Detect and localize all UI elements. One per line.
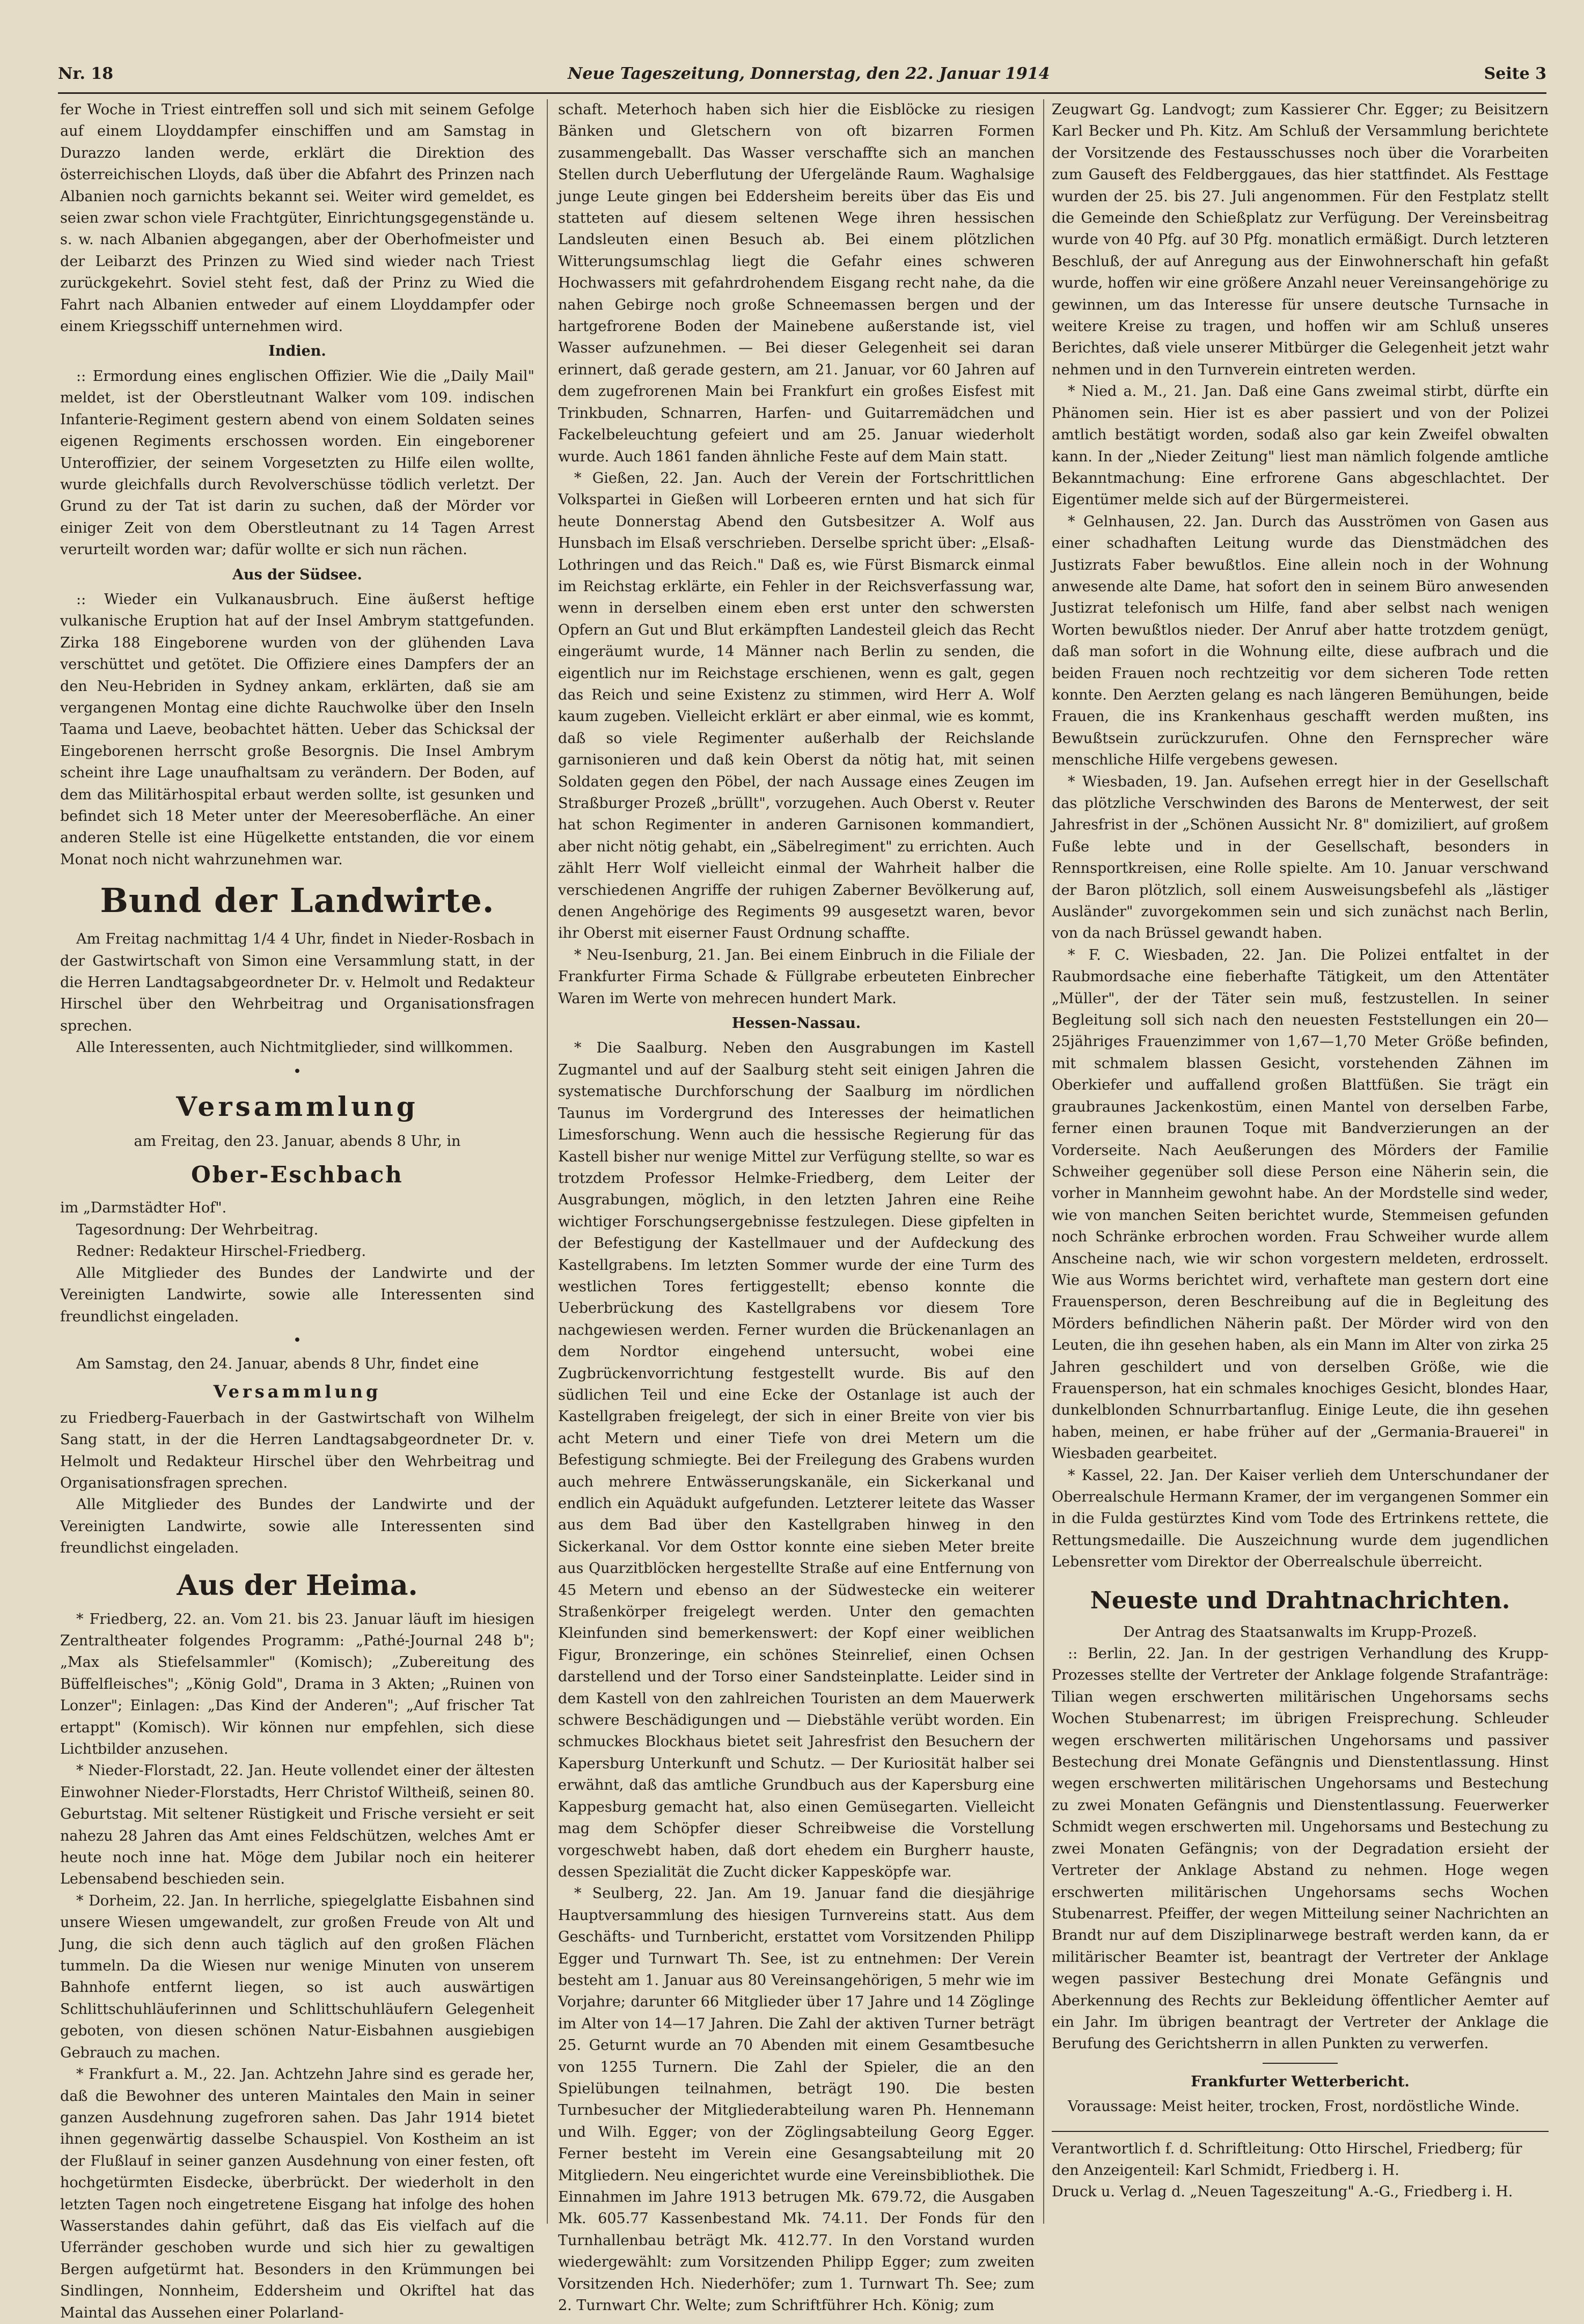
separator-dot: • (293, 1063, 302, 1080)
meeting-date: am Freitag, den 23. Januar, abends 8 Uhr, in (134, 1133, 461, 1150)
article-albanien-cont: fer Woche in Triest eintreffen soll und sich mit seinem Gefolge auf einem Lloyddampfer einschiffen und am Samstag in Durazzo landen werde, erklärt die Direktion des österreichischen Lloyds, daß über die Abfahrt des Prinzen nach Albanien noch garnichts bekannt sei. Weiter wird gemeldet, es seien zwar schon viele Frachtgüter, Einrichtungsgegenstände u. s. w. nach Albanien abgegangen, aber der Oberhofmeister und der Leibarzt des Prinzen zu Wied sind wieder nach Triest zurückgekehrt. Soviel steht fest, daß der Prinz zu Wied die Fahrt nach Albanien entweder auf einem Lloyddampfer oder einem Kriegsschiff unternehmen wird. (60, 101, 534, 335)
imprint-printer: Druck u. Verlag d. „Neuen Tageszeitung" A.-G., Friedberg i. H. (1052, 2183, 1513, 2201)
article-friedberg: * Friedberg, 22. an. Vom 21. bis 23. Januar läuft im hiesigen Zentraltheater folgendes Programm: „Pathé-Journal 248 b"; „Max als Stiefelsammler" (Komisch); „Zubereitung des Büffelfleisches"; „König Gold", Drama in 3 Akten; „Ruinen von Lonzer"; Einlagen: „Das Kind der Anderen"; „Auf frischer Tat ertappt" (Komisch). Wir können nur empfehlen, sich diese Lichtbilder anzusehen. (60, 1610, 534, 1757)
article-neu-isenburg: * Neu-Isenburg, 21. Jan. Bei einem Einbruch in die Filiale der Frankfurter Firma Schade & Füllgrabe erbeuteten Einbrecher Waren im Werte von mehrecen hundert Mark. (558, 946, 1035, 1007)
header-rule (58, 92, 1546, 94)
page-number: Seite 3 (1484, 64, 1546, 83)
section-heading-hessen-nassau: Hessen-Nassau. (731, 1015, 861, 1032)
heading-wetterbericht: Frankfurter Wetterbericht. (1191, 2073, 1410, 2090)
weather-forecast: Voraussage: Meist heiter, trocken, Frost, nordöstliche Winde. (1068, 2098, 1520, 2115)
notice-nieder-rosbach: Am Freitag nachmittag 1/4 4 Uhr, findet in Nieder-Rosbach in der Gastwirtschaft von Simon eine Versammlung statt, in der die Herren Landtagsabgeordneter Dr. v. Helmolt und Redakteur Hirschel über den Wehrbeitrag und Organisationsfragen sprechen. (60, 931, 534, 1034)
article-seulberg-cont: Zeugwart Gg. Landvogt; zum Kassierer Chr. Egger; zu Beisitzern Karl Becker und Ph. Kitz. Am Schluß der Versammlung berichtete der Vorsitzende des Festausschusses noch über die Vorarbeiten zum Gauseft des Feldberggaues, das hier stattfindet. Als Festtage wurden der 25. bis 27. Juli angenommen. Für den Festplatz stellt die Gemeinde den Schießplatz zur Verfügung. Der Vereinsbeitrag wurde von 40 Pfg. auf 30 Pfg. monatlich ermäßigt. Durch letzteren Beschluß, der auf Anregung aus der Einwohnerschaft hin gefaßt wurde, hoffen wir eine größere Anzahl neuer Vereinsangehörige zu gewinnen, um das Interesse für unsere deutsche Turnsache in weitere Kreise zu tragen, und hoffen wir am Schluß unseres Berichtes, daß viele unserer Mitbürger die Gelegenheit jetzt wahr nehmen und in den Turnverein eintreten werden. (1052, 101, 1549, 378)
article-frankfurt: * Frankfurt a. M., 22. Jan. Achtzehn Jahre sind es gerade her, daß die Bewohner des unteren Maintales den Main in seiner ganzen Ausdehnung zugefroren sahen. Das Jahr 1914 bietet ihnen gegenwärtig dasselbe Schauspiel. Von Kostheim an ist der Flußlauf in seiner ganzen Ausdehnung von einer festen, oft hochgetürmten Eisdecke, überbrückt. Der wiederholt in den letzten Tagen noch eingetretene Eisgang hat infolge des hohen Wasserstandes dahin geführt, daß das Eis vielfach auf die Uferränder geschoben wurde und sich hier zu gewaltigen Bergen aufgetürmt hat. Besonders in den Krümmungen bei Sindlingen, Nonnheim, Eddersheim und Okriftel hat das Maintal das Aussehen einer Polarland- (60, 2066, 534, 2321)
meeting-place: Ober-Eschbach (191, 1161, 404, 1188)
imprint-responsible: Verantwortlich f. d. Schriftleitung: Otto Hirschel, Friedberg; für den Anzeigenteil: Karl Schmidt, Friedberg i. H. (1052, 2140, 1522, 2179)
notice-invitation: Alle Interessenten, auch Nichtmitglieder, sind willkommen. (76, 1039, 514, 1056)
column-divider (1043, 99, 1044, 2224)
imprint (1052, 2131, 1549, 2203)
article-nied: * Nied a. M., 21. Jan. Daß eine Gans zweimal stirbt, dürfte ein Phänomen sein. Hier ist es aber passiert und von der Polizei amtlich bestätigt worden, sodaß also gar kein Zweifel obwalten kann. In der „Nieder Zeitung" liest man nämlich folgende amtliche Bekanntmachung: Eine erfrorene Gans abgeschlachtet. Der Eigentümer melde sich auf der Bürgermeisterei. (1052, 383, 1549, 509)
column-divider (547, 99, 548, 2224)
issue-number: Nr. 18 (58, 64, 114, 83)
article-gelnhausen: * Gelnhausen, 22. Jan. Durch das Ausströmen von Gasen aus einer schadhaften Leitung wurde das Dienstmädchen des Justizrats Faber bewußtlos. Eine allein noch in der Wohnung anwesende alte Dame, hat sofort den in seinem Büro anwesenden Justizrat telefonisch um Hilfe, fand aber selbst nach wenigen Worten bewußtlos nieder. Der Anruf aber hatte trotzdem genügt, daß man sofort in die Wohnung eilte, diese aufbrach und die beiden Frauen noch rechtzeitig vor dem sicheren Tode retten konnte. Den Aerzten gelang es nach längeren Bemühungen, beide Frauen, die ins Krankenhaus geschafft werden mußten, ins Bewußtsein zurückzurufen. Ohne den Fernsprecher wäre menschliche Hilfe vergebens gewesen. (1052, 513, 1549, 769)
article-krupp-prozess: :: Berlin, 22. Jan. In der gestrigen Verhandlung des Krupp-Prozesses stellte der Vertreter der Anklage folgende Strafanträge: Tilian wegen erschwerten militärischen Ungehorsams sechs Wochen Stubenarrest; im übrigen Freisprechung. Schleuder wegen erschwerten militärischen Ungehorsams und passiver Bestechung drei Monate Gefängnis und Dienstentlassung. Hinst wegen erschwerten militärischen Ungehorsams und Bestechung zu zwei Monaten Gefängnis und Dienstentlassung. Feuerwerker Schmidt wegen erschwerten mil. Ungehorsams und Bestechung zu zwei Monaten Gefängnis; von der Degradation ersieht der Vertreter der Anklage Abstand zu nehmen. Hoge wegen erschwerten militärischen Ungehorsams sechs Wochen Stubenarrest. Pfeiffer, der wegen Mitteilung seiner Nachrichten an Brandt nur auf dem Disziplinarwege bestraft werden kann, da er militärischer Beamter ist, beantragt der Vertreter der Anklage wegen passiver Bestechung drei Monate Gefängnis und Aberkennung des Rechts zur Bekleidung öffentlicher Aemter auf ein Jahr. Im übrigen beantragt der Vertreter der Anklage die Berufung des Gerichtsherrn in allen Punkten zu verwerfen. (1052, 1645, 1549, 2053)
section-heading-suedsee: Aus der Südsee. (232, 566, 362, 583)
column-3 (1052, 99, 1549, 2224)
meeting2-intro: Am Samstag, den 24. Januar, abends 8 Uhr, findet eine (76, 1356, 479, 1373)
article-seulberg: * Seulberg, 22. Jan. Am 19. Januar fand die diesjährige Hauptversammlung des hiesigen Turnvereins statt. Aus dem Geschäfts- und Turnbericht, erstattet vom Vorsitzenden Philipp Egger und Turnwart Th. See, ist zu entnehmen: Der Verein besteht am 1. Januar aus 80 Vereinsangehörigen, 5 mehr wie im Vorjahre; darunter 66 Mitglieder über 17 Jahre und 14 Zöglinge im Alter von 14—17 Jahren. Die Zahl der aktiven Turner beträgt 25. Geturnt wurde an 70 Abenden mit einem Gesamtbesuche von 1255 Turnern. Die Zahl der Spieler, die an den Spielübungen teilnahmen, beträgt 190. Die besten Turnbesucher der Mitgliederabteilung waren Ph. Hennemann und Wilh. Egger; von der Zöglingsabteilung Georg Egger. Ferner besteht im Verein eine Gesangsabteilung mit 20 Mitgliedern. Neu eingerichtet wurde eine Vereinsbibliothek. Die Einnahmen im Jahre 1913 betrugen Mk. 679.72, die Ausgaben Mk. 605.77 Kassenbestand Mk. 74.11. Der Fonds für den Turnhallenbau beträgt Mk. 412.77. In den Vorstand wurden wiedergewählt: zum Vorsitzenden Philipp Egger; zum zweiten Vorsitzenden Hch. Niederhöfer; zum 1. Turnwart Th. See; zum 2. Turnwart Chr. Welte; zum Schriftführer Hch. König; zum (558, 1885, 1035, 2314)
section-heading-indien: Indien. (268, 343, 326, 360)
heading-aus-der-heimat: Aus der Heima. (177, 1569, 418, 1602)
meeting-venue: im „Darmstädter Hof". (60, 1200, 227, 1217)
masthead-date: Neue Tageszeitung, Donnerstag, den 22. Januar 1914 (568, 64, 1050, 83)
short-rule (1263, 2063, 1338, 2064)
meeting-speaker: Redner: Redakteur Hirschel-Friedberg. (76, 1243, 366, 1260)
heading-versammlung-2: Versammlung (213, 1381, 382, 1402)
article-vulkan: :: Wieder ein Vulkanausbruch. Eine äußerst heftige vulkanische Eruption hat auf der Insel Ambrym stattgefunden. Zirka 188 Eingeborene wurden von der glühenden Lava verschüttet und getötet. Die Offiziere eines Dampfers der an den Neu-Hebriden in Sydney ankam, erklärten, daß sie am vergangenen Montag eine dichte Rauchwolke über den Inseln Taama und Laeve, beobachtet hätten. Ueber das Schicksal der Eingeborenen herrscht große Besorgnis. Die Insel Ambrym scheint ihre Lage unaufhaltsam zu verändern. Der Boden, auf dem das Militärhospital erbaut werden sollte, ist gesunken und befindet sich 18 Meter unter der Meeresoberfläche. An einer anderen Stelle ist eine Hügelkette entstanden, die vor einem Monat noch nicht wahrzunehmen war. (60, 591, 534, 868)
subheading-krupp-prozess: Der Antrag des Staatsanwalts im Krupp-Prozeß. (1123, 1623, 1477, 1641)
heading-bund-der-landwirte: Bund der Landwirte. (100, 881, 495, 921)
separator-dot: • (293, 1332, 302, 1349)
article-nieder-florstadt: * Nieder-Florstadt, 22. Jan. Heute vollendet einer der ältesten Einwohner Nieder-Florstadts, Herr Christof Wiltheiß, seinen 80. Geburtstag. Mit seltener Rüstigkeit und Frische versieht er seit nahezu 28 Jahren das Amt eines Feldschützen, welches Amt er heute noch inne hat. Möge dem Jubilar noch ein heiterer Lebensabend beschieden sein. (60, 1762, 534, 1888)
article-offizier: :: Ermordung eines englischen Offizier. Wie die „Daily Mail" meldet, ist der Oberstleutnant Walker vom 109. indischen Infanterie-Regiment gestern abend von einem Soldaten seines eigenen Regiments erschossen worden. Ein eingeborener Unteroffizier, der seinem Vorgesetzten zu Hilfe eilen wollte, wurde gleichfalls durch Revolverschüsse tödlich verletzt. Der Grund zu der Tat ist darin zu suchen, daß der Mörder vor einiger Zeit von dem Oberstleutnant zu 14 Tagen Arrest verurteilt worden war; dafür wollte er sich nun rächen. (60, 367, 534, 558)
column-2 (558, 99, 1035, 2314)
heading-versammlung: Versammlung (176, 1091, 419, 1123)
article-saalburg: * Die Saalburg. Neben den Ausgrabungen im Kastell Zugmantel und auf der Saalburg steht seit einigen Jahren die systematische Durchforschung der Saalburg im nördlichen Taunus im Vordergrund des Interesses der heimatlichen Limesforschung. Wenn auch die hessische Regierung für das Kastell bisher nur wenige Mittel zur Verfügung stellte, so war es trotzdem Professor Helmke-Friedberg, dem Leiter der Ausgrabungen, möglich, in den letzten Jahren eine Reihe wichtiger Forschungsergebnisse festzulegen. Diese gipfelten in der Befestigung der Kastellmauer und der Aufdeckung des Kastellgrabens. Im letzten Sommer wurde der eine Turm des westlichen Tores fertiggestellt; ebenso konnte die Ueberbrückung des Kastellgrabens vor diesem Tore nachgewiesen werden. Ferner wurden die Brückenanlagen an dem Nordtor eingehend untersucht, wobei eine Zugbrückenvorrichtung festgestellt wurde. Bis auf den südlichen Teil und eine Ecke der Ostanlage ist auch der Kastellgraben freigelegt, der sich in einer Breite von vier bis acht Metern und einer Tiefe von drei Metern um die Befestigung schmiegte. Bei der Freilegung des Grabens wurden auch mehrere Entwässerungskanäle, ein Sickerkanal und endlich ein Aquädukt aufgefunden. Letzterer leitete das Wasser aus dem Bad über den Kastellgraben hinweg in den Sickerkanal. Vor dem Osttor konnte eine sieben Meter breite aus Quarzitblöcken hergestellte Straße auf eine Entfernung von 45 Metern und ebenso an der Südwestecke ein weiterer Straßenkörper freigelegt werden. Unter den gemachten Kleinfunden sind bemerkenswert: der Kopf einer weiblichen Figur, Bronzeringe, ein schönes Steinrelief, einen Ochsen darstellend und der Torso einer Sandsteinplatte. Leider sind in dem Kastell von den zahlreichen Touristen an dem Mauerwerk schwere Beschädigungen und — Diebstähle verübt worden. Ein schmuckes Blockhaus bietet seit Jahresfrist den Besuchern der Kapersburg Unterkunft und Schutz. — Der Kuriosität halber sei erwähnt, daß das amtliche Grundbuch aus der Kapersburg eine Kappesburg gemacht hat, also einen Gemüsegarten. Vielleicht mag dem Schöpfer dieser Schreibweise die Vorstellung vorgeschwebt haben, daß dort ehedem ein Burgherr hauste, dessen Spezialität die Zucht dicker Kappesköpfe war. (558, 1040, 1035, 1880)
article-wiesbaden: * Wiesbaden, 19. Jan. Aufsehen erregt hier in der Gesellschaft das plötzliche Verschwinden des Barons de Menterwest, der seit Jahresfrist in der „Schönen Aussicht Nr. 8" domiziliert, auf großem Fuße lebte und in der Gesellschaft, besonders in Rennsportkreisen, eine Rolle spielte. Am 10. Januar verschwand der Baron plötzlich, soll einem Ausweisungsbefehl als „lästiger Ausländer" zuvorgekommen sein und sich zunächst nach Berlin, von da nach Brüssel gewandt haben. (1052, 773, 1549, 942)
page-header (58, 58, 1546, 89)
heading-neueste-nachrichten: Neueste und Drahtnachrichten. (1090, 1586, 1510, 1614)
article-kassel: * Kassel, 22. Jan. Der Kaiser verlieh dem Unterschundaner der Oberrealschule Hermann Kramer, der im vergangenen Sommer ein in die Fulda gestürztes Kind vom Tode des Ertrinkens rettete, die Rettungsmedaille. Die Auszeichnung wurde dem jugendlichen Lebensretter vom Direktor der Oberrealschule überreicht. (1052, 1467, 1549, 1571)
article-frankfurt-cont: schaft. Meterhoch haben sich hier die Eisblöcke zu riesigen Bänken und Gletschern von oft bizarren Formen zusammengeballt. Das Wasser verschaffte sich an manchen Stellen durch Ueberflutung der Ufergelände Raum. Waghalsige junge Leute gingen bei Eddersheim bereits über das Eis und statteten auf diesem seltenen Wege ihren hessischen Landsleuten einen Besuch ab. Bei einem plötzlichen Witterungsumschlag liegt die Gefahr eines schweren Hochwassers mit gefahrdrohendem Eisgang recht nahe, da die nahen Gebirge noch große Schneemassen bergen und der hartgefrorene Boden der Mainebene außerstande ist, viel Wasser aufzunehmen. — Bei dieser Gelegenheit sei daran erinnert, daß gerade gestern, am 21. Januar, vor 60 Jahren auf dem zugefrorenen Main bei Frankfurt ein großes Eisfest mit Trinkbuden, Schnarren, Harfen- und Guitarremädchen und Fackelbeleuchtung gefeiert und am 25. Januar wiederholt wurde. Auch 1861 fanden ähnliche Feste auf dem Main statt. (558, 101, 1035, 465)
article-dorheim: * Dorheim, 22. Jan. In herrliche, spiegelglatte Eisbahnen sind unsere Wiesen umgewandelt, zur großen Freude von Alt und Jung, die sich denn auch täglich auf den großen Flächen tummeln. Da die Wiesen nur wenige Minuten von unserem Bahnhofe entfernt liegen, so ist auch auswärtigen Schlittschuhläuferinnen und Schlittschuhläufern Gelegenheit geboten, von diesen schönen Natur-Eisbahnen ausgiebigen Gebrauch zu machen. (60, 1892, 534, 2061)
meeting-agenda: Tagesordnung: Der Wehrbeitrag. (76, 1221, 319, 1238)
article-giessen: * Gießen, 22. Jan. Auch der Verein der Fortschrittlichen Volkspartei in Gießen will Lorbeeren ernten und hat sich für heute Donnerstag Abend den Gutsbesitzer A. Wolf aus Hunsbach im Elsaß verschrieben. Derselbe spricht über: „Elsaß-Lothringen und das Reich." Daß es, wie Fürst Bismarck einmal im Reichstag erklärte, ein Fehler in der Reichsverfassung war, wenn in derselben einem eben erst unter den schwersten Opfern an Gut und Blut erkämpften Landesteil gleich das Recht eingeräumt wurde, 14 Männer nach Berlin zu senden, die eigentlich nur im Reichstage erschienen, wenn es galt, gegen das Reich und seine Existenz zu stimmen, wird Herr A. Wolf kaum zugeben. Vielleicht erklärt er aber einmal, wie es kommt, daß so viele Regimenter außerhalb der Reichslande garnisonieren und daß kein Oberst da nötig hat, mit seinen Soldaten gegen den Pöbel, der nach Aussage eines Zeugen im Straßburger Prozeß „brüllt", vorzugehen. Auch Oberst v. Reuter hat schon Regimenter in anderen Garnisonen kommandiert, aber nicht nötig gehabt, ein „Säbelregiment" zu errichten. Auch zählt Herr Wolf vielleicht einmal der Wahrheit halber die verschiedenen Angriffe der ruhigen Zaberner Bevölkerung auf, denen Angehörige des Regiments 99 ausgesetzt waren, bevor ihr Oberst mit eiserner Faust Ordnung schaffte. (558, 469, 1035, 942)
meeting-invitation: Alle Mitglieder des Bundes der Landwirte und der Vereinigten Landwirte, sowie alle Interessenten sind freundlichst eingeladen. (60, 1264, 534, 1325)
article-wiesbaden-raubmord: * F. C. Wiesbaden, 22. Jan. Die Polizei entfaltet in der Raubmordsache eine fieberhafte Tätigkeit, um den Attentäter „Müller", der der Täter sein muß, festzustellen. In seiner Begleitung soll sich nach den neuesten Feststellungen ein 20—25jähriges Frauenzimmer von 1,67—1,70 Meter Größe befinden, mit schmalem blassen Gesicht, vorstehenden Zähnen im Oberkiefer und auffallend großen Blattfüßen. Sie trägt ein graubraunes Jackenkostüm, einen Mantel von derselben Farbe, ferner einen braunen Toque mit Bandverzierungen an der Vorderseite. Nach Aeußerungen des Mörders der Familie Schweiher gegenüber soll diese Person eine Näherin sein, die vorher in Mannheim gewohnt habe. An der Mordstelle sind weder, wie von manchen Seiten berichtet wurde, Stemmeisen gefunden noch Schränke erbrochen worden. Frau Schweiher wurde allem Anscheine nach, wie wir schon vorgestern meldeten, erdrosselt. Wie aus Worms berichtet wird, verhaftete man gestern dort eine Frauensperson, deren Beschreibung auf die in Begleitung des Mörders befindlichen Näherin paßt. Der Mörder wird von den Leuten, die ihn gesehen haben, als ein Mann im Alter von zirka 25 Jahren geschildert und von derselben Größe, wie die Frauensperson, hat ein schmales knochiges Gesicht, blondes Haar, dunkelblonden Schnurrbartanflug. Einige Leute, die ihn gesehen haben, meinen, er habe früher auf der „Germania-Brauerei" in Wiesbaden gearbeitet. (1052, 946, 1549, 1462)
column-1 (60, 99, 534, 2321)
meeting2-invitation: Alle Mitglieder des Bundes der Landwirte und der Vereinigten Landwirte, sowie alle Interessenten sind freundlichst eingeladen. (60, 1496, 534, 1557)
meeting2-details: zu Friedberg-Fauerbach in der Gastwirtschaft von Wilhelm Sang statt, in der die Herren Landtagsabgeordneter Dr. v. Helmolt und Redakteur Hirschel über den Wehrbeitrag und Organisationsfragen sprechen. (60, 1409, 534, 1491)
